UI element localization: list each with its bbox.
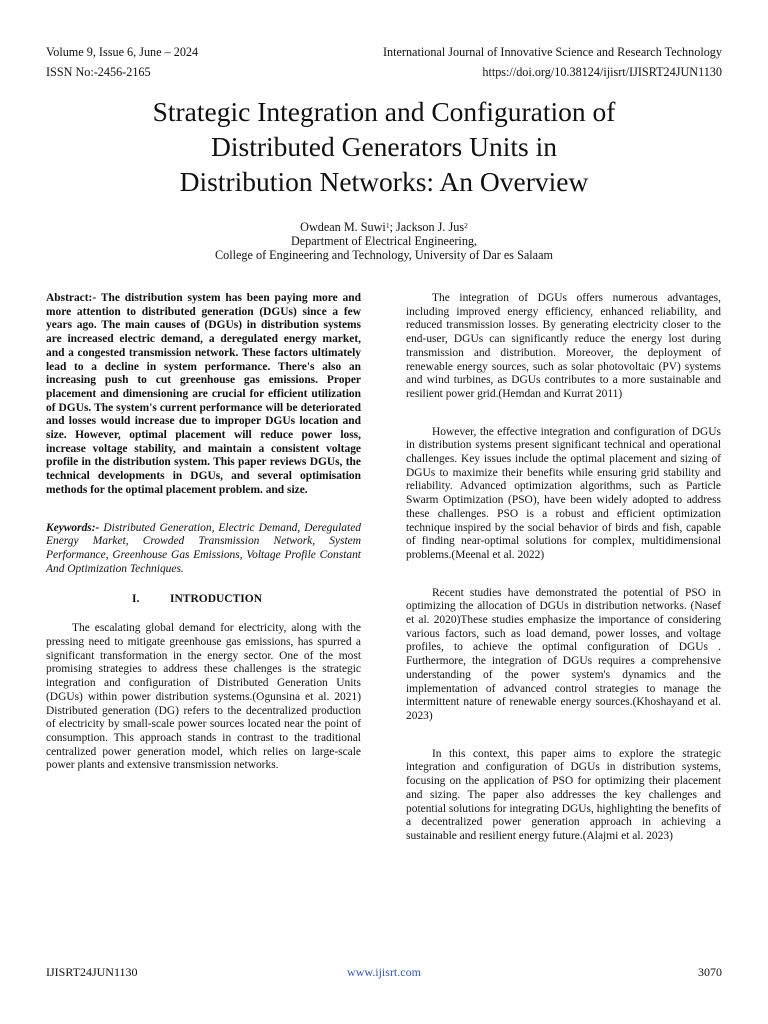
website-link-text[interactable]: www.ijisrt.com xyxy=(347,965,421,979)
department: Department of Electrical Engineering, xyxy=(290,234,478,248)
website-link xyxy=(0,965,768,979)
right-column xyxy=(406,292,721,868)
body-paragraph: The escalating global demand for electricity, along with the pressing need to mitigate greenhouse gas emissions, has spurred a significant transformation in the energy sector. One of the most promising strategies to address these challenges is the strategic integration and configuration of Distributed Generation Units (DGUs) within power distribution systems.(Ogunsina et al. 2021) Distributed generation (DG) refers to the decentralized production of electricity by small-scale power sources located near the point of consumption. This approach stands in contrast to the traditional centralized power generation model, which relies on large-scale power plants and extensive transmission networks. xyxy=(46,622,361,772)
issn: ISSN No:-2456-2165 xyxy=(46,65,151,79)
body-paragraph: Recent studies have demonstrated the potential of PSO in optimizing the allocation of DGUs in distribution networks. (Nasef et al. 2020)These studies emphasize the importance of considering various factors, such as load demand, power losses, and voltage profiles, to achieve the optimal configuration of DGUs . Furthermore, the integration of DGUs requires a comprehensive understanding of the power system's dynamics and the implementation of advanced control strategies to manage the intermittent nature of renewable energy sources.(Khoshayand et al. 2023) xyxy=(406,586,721,722)
title-line: Strategic Integration and Configuration of xyxy=(152,96,616,127)
issue-info: Volume 9, Issue 6, June – 2024 xyxy=(46,45,199,59)
author-name: Jackson J. Jus xyxy=(396,220,465,234)
author-block xyxy=(40,220,728,262)
title-line: Distributed Generators Units in xyxy=(211,131,557,162)
keywords xyxy=(46,522,361,577)
section-number: I. xyxy=(132,593,140,606)
paper-title xyxy=(40,94,728,199)
body-paragraph: The integration of DGUs offers numerous advantages, including improved energy efficiency, enhanced reliability, and reduced transmission losses. By generating electricity closer to the end-user, DGUs can significantly reduce the energy lost during transmission and distribution. Moreover, the deployment of renewable energy sources, such as solar photovoltaic (PV) systems and wind turbines, as DGUs contributes to a more sustainable and resilient power grid.(Hemdan and Kurrat 2011) xyxy=(406,292,721,400)
author-name: Owdean M. Suwi xyxy=(300,220,386,234)
institution: College of Engineering and Technology, University of Dar es Salaam xyxy=(215,248,553,262)
body-paragraph: In this context, this paper aims to explore the strategic integration and configuration of DGUs in distribution systems, focusing on the application of PSO for optimizing their placement and sizing. The paper also addresses the key challenges and potential solutions for integrating DGUs, highlighting the benefits of a decentralized power generation approach in achieving a sustainable and resilient energy future.(Alajmi et al. 2023) xyxy=(406,747,721,842)
keywords-text: Distributed Generation, Electric Demand, Deregulated Energy Market, Crowded Transmission Network, System Performance, Greenhouse Gas Emissions, Voltage Profile Constant And Optimization Techniques. xyxy=(46,521,361,575)
section-heading xyxy=(46,593,361,607)
author-separator: ; xyxy=(389,220,397,234)
keywords-label: Keywords:- xyxy=(46,521,100,534)
paper-id: IJISRT24JUN1130 xyxy=(46,965,138,979)
doi-link[interactable]: https://doi.org/10.38124/ijisrt/IJISRT24JUN1130 xyxy=(482,65,722,79)
body-paragraph: However, the effective integration and configuration of DGUs in distribution systems present significant technical and operational challenges. Key issues include the optimal placement and sizing of DGUs to maximize their benefits while ensuring grid stability and reliability. Advanced optimization algorithms, such as Particle Swarm Optimization (PSO), have been widely adopted to address these challenges. PSO is a robust and efficient optimization technique inspired by the social behavior of birds and fish, capable of finding near-optimal solutions for complex, multidimensional problems.(Meenal et al. 2022) xyxy=(406,425,721,561)
affiliation-marker: 2 xyxy=(464,221,468,230)
abstract: Abstract:- The distribution system has been paying more and more attention to distributed generation (DGUs) since a few years ago. The main causes of (DGUs) in distribution systems are increased electric demand, a deregulated energy market, and a congested transmission network. These factors ultimately lead to a decline in system performance. There's also an increasing push to cut greenhouse gas emissions. Proper placement and dimensioning are crucial for efficient utilization of DGUs. The system's current performance will be deteriorated and losses would increase due to improper DGUs location and size. However, optimal placement will reduce power loss, increase voltage stability, and maintain a consistent voltage profile in the distribution system. This paper reviews DGUs, the technical developments in DGUs, and several optimisation methods for the optimal placement problem. and size. xyxy=(46,292,361,496)
affiliation-marker: 1 xyxy=(385,221,390,230)
section-title: INTRODUCTION xyxy=(170,593,263,606)
page-number: 3070 xyxy=(698,965,722,979)
journal-name: International Journal of Innovative Science and Research Technology xyxy=(382,45,722,59)
title-line: Distribution Networks: An Overview xyxy=(179,166,589,197)
left-column xyxy=(46,292,361,797)
author-line xyxy=(40,220,728,234)
